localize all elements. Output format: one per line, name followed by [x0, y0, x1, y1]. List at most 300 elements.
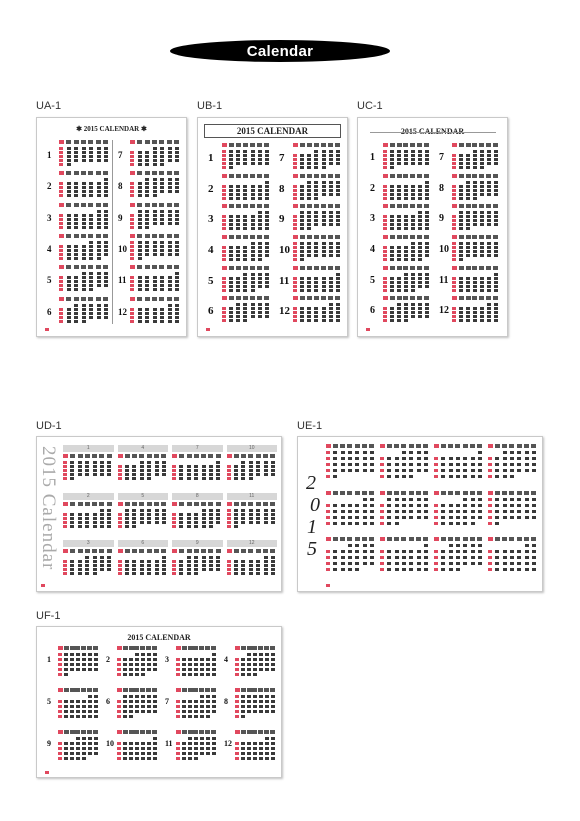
weekday-row [326, 537, 374, 541]
week-row [326, 562, 374, 565]
week-row [172, 477, 221, 480]
card-title: 2015 CALENDAR [204, 124, 341, 138]
weekday-row [172, 549, 221, 553]
month-block [172, 445, 223, 490]
weekday-row [58, 646, 98, 650]
month-block [208, 142, 271, 173]
week-row [227, 517, 276, 520]
week-row [293, 158, 340, 161]
week-row [452, 254, 498, 257]
week-row [176, 737, 216, 740]
calendar-card-ud1[interactable] [36, 436, 282, 592]
week-row [383, 246, 429, 249]
week-row [176, 742, 216, 745]
month-block [118, 493, 169, 538]
week-row [227, 525, 276, 528]
week-row [380, 504, 428, 507]
week-row [488, 544, 536, 547]
month-number: 11 [439, 274, 449, 286]
month-block [118, 233, 181, 264]
week-row [59, 316, 108, 319]
week-row [452, 250, 498, 253]
week-row [59, 182, 108, 185]
week-row [117, 668, 157, 671]
month-header-band: 10 [227, 445, 278, 452]
week-row [383, 311, 429, 314]
week-row [326, 522, 374, 525]
month-block [488, 490, 538, 535]
week-row [58, 705, 98, 708]
week-row [227, 465, 276, 468]
week-row [59, 253, 108, 256]
month-number: 10 [106, 739, 114, 748]
week-row [63, 521, 112, 524]
weekday-row [326, 491, 374, 495]
week-row [235, 653, 275, 656]
weekday-row [293, 266, 340, 270]
week-row [117, 700, 157, 703]
week-row [380, 522, 428, 525]
week-row [63, 509, 112, 512]
holiday-note [45, 327, 51, 332]
month-number: 8 [279, 182, 285, 195]
week-row [452, 273, 498, 276]
month-number: 4 [224, 655, 228, 664]
month-block [370, 295, 431, 326]
week-row [326, 550, 374, 553]
month-block [279, 142, 342, 173]
week-row [130, 276, 179, 279]
week-row [235, 757, 275, 760]
week-row [293, 211, 340, 214]
weekday-row [117, 730, 157, 734]
weekday-row [222, 296, 269, 300]
week-row [63, 517, 112, 520]
week-row [488, 463, 536, 466]
week-row [434, 498, 482, 501]
week-row [235, 747, 275, 750]
month-header-band: 1 [63, 445, 114, 452]
month-header-band: 3 [63, 540, 114, 547]
week-row [488, 475, 536, 478]
week-row [293, 285, 340, 288]
weekday-row [452, 204, 498, 208]
week-row [63, 473, 112, 476]
week-row [452, 197, 498, 200]
week-row [118, 461, 167, 464]
week-row [380, 556, 428, 559]
week-row [59, 249, 108, 252]
week-row [227, 461, 276, 464]
week-row [58, 710, 98, 713]
week-row [488, 498, 536, 501]
week-row [452, 303, 498, 306]
month-block [439, 295, 500, 326]
week-row [222, 246, 269, 249]
month-grid [47, 645, 277, 769]
calendar-card-ue1[interactable] [297, 436, 543, 592]
month-number: 10 [279, 243, 290, 256]
month-block [279, 234, 342, 265]
week-row [172, 568, 221, 571]
month-number: 11 [165, 739, 173, 748]
week-row [488, 562, 536, 565]
month-header-band: 8 [172, 493, 223, 500]
month-block [63, 493, 114, 538]
holiday-note [206, 327, 212, 332]
week-row [59, 272, 108, 275]
week-row [326, 498, 374, 501]
month-block [224, 687, 277, 727]
week-row [176, 747, 216, 750]
label-uf1: UF-1 [36, 610, 61, 622]
month-block [370, 265, 431, 296]
month-block [118, 139, 181, 170]
month-block [326, 443, 376, 488]
week-row [58, 668, 98, 671]
week-row [383, 154, 429, 157]
week-row [452, 189, 498, 192]
week-row [383, 181, 429, 184]
week-row [383, 211, 429, 214]
week-row [452, 277, 498, 280]
week-row [172, 473, 221, 476]
month-block [439, 142, 500, 173]
month-number: 5 [370, 274, 375, 286]
month-block [439, 173, 500, 204]
calendar-card-uf1[interactable] [36, 626, 282, 778]
week-row [59, 304, 108, 307]
week-row [172, 560, 221, 563]
week-row [452, 223, 498, 226]
week-row [222, 254, 269, 257]
label-ub1: UB-1 [197, 100, 223, 112]
month-block [208, 234, 271, 265]
week-row [222, 211, 269, 214]
weekday-row [235, 730, 275, 734]
week-row [383, 258, 429, 261]
month-block [165, 729, 218, 769]
week-row [452, 258, 498, 261]
week-row [176, 668, 216, 671]
week-row [222, 273, 269, 276]
weekday-row [58, 688, 98, 692]
month-number: 5 [47, 697, 51, 706]
week-row [130, 222, 179, 225]
week-row [222, 150, 269, 153]
weekday-row [383, 235, 429, 239]
week-row [222, 311, 269, 314]
week-row [59, 218, 108, 221]
week-row [452, 281, 498, 284]
week-row [58, 752, 98, 755]
month-header-band: 12 [227, 540, 278, 547]
week-row [452, 307, 498, 310]
week-row [383, 166, 429, 169]
week-row [58, 673, 98, 676]
week-row [130, 210, 179, 213]
week-row [326, 516, 374, 519]
week-row [293, 166, 340, 169]
week-row [130, 245, 179, 248]
week-row [59, 284, 108, 287]
week-row [117, 710, 157, 713]
calendar-card-ua1[interactable] [36, 117, 187, 337]
week-row [293, 185, 340, 188]
week-row [488, 556, 536, 559]
week-row [176, 715, 216, 718]
weekday-row [130, 171, 179, 175]
week-row [235, 742, 275, 745]
month-number: 9 [439, 213, 444, 225]
month-header-band: 4 [118, 445, 169, 452]
weekday-row [59, 203, 108, 207]
week-row [235, 663, 275, 666]
week-row [222, 289, 269, 292]
week-row [176, 663, 216, 666]
week-row [172, 564, 221, 567]
weekday-row [227, 549, 276, 553]
week-row [58, 700, 98, 703]
week-row [222, 189, 269, 192]
label-ud1: UD-1 [36, 420, 62, 432]
weekday-row [118, 549, 167, 553]
week-row [130, 214, 179, 217]
year-digit: 2 [306, 472, 316, 494]
week-row [59, 312, 108, 315]
week-row [452, 246, 498, 249]
week-row [293, 242, 340, 245]
label-uc1: UC-1 [357, 100, 383, 112]
week-row [488, 522, 536, 525]
week-row [130, 280, 179, 283]
week-row [452, 181, 498, 184]
month-number: 7 [118, 150, 123, 160]
weekday-row [434, 491, 482, 495]
week-row [59, 210, 108, 213]
month-number: 7 [165, 697, 169, 706]
week-row [63, 513, 112, 516]
month-number: 10 [118, 244, 127, 254]
week-row [118, 513, 167, 516]
week-row [59, 288, 108, 291]
month-block [380, 536, 430, 581]
week-row [326, 504, 374, 507]
month-block [439, 265, 500, 296]
week-row [222, 303, 269, 306]
week-row [117, 658, 157, 661]
month-block [208, 203, 271, 234]
week-row [118, 572, 167, 575]
month-block [227, 445, 278, 490]
week-row [326, 469, 374, 472]
month-block [118, 445, 169, 490]
week-row [227, 477, 276, 480]
week-row [434, 475, 482, 478]
week-row [118, 465, 167, 468]
month-grid [47, 139, 181, 327]
week-row [172, 461, 221, 464]
year-digit: 0 [310, 494, 320, 516]
month-block [434, 443, 484, 488]
week-row [380, 457, 428, 460]
week-row [63, 525, 112, 528]
weekday-row [176, 646, 216, 650]
week-row [58, 757, 98, 760]
weekday-row [130, 234, 179, 238]
week-row [293, 223, 340, 226]
week-row [172, 525, 221, 528]
weekday-row [488, 537, 536, 541]
week-row [383, 158, 429, 161]
weekday-row [222, 204, 269, 208]
weekday-row [130, 265, 179, 269]
month-number: 6 [47, 306, 52, 317]
week-row [222, 193, 269, 196]
week-row [130, 272, 179, 275]
month-number: 4 [370, 243, 375, 255]
week-row [130, 288, 179, 291]
week-row [222, 181, 269, 184]
week-row [222, 307, 269, 310]
week-row [172, 465, 221, 468]
month-block [165, 687, 218, 727]
weekday-row [383, 204, 429, 208]
weekday-row [130, 203, 179, 207]
week-row [434, 469, 482, 472]
week-row [488, 550, 536, 553]
week-row [380, 568, 428, 571]
month-number: 5 [208, 274, 214, 287]
week-row [383, 197, 429, 200]
week-row [222, 158, 269, 161]
week-row [130, 159, 179, 162]
calendar-heading-pill [170, 40, 390, 62]
week-row [59, 245, 108, 248]
week-row [383, 273, 429, 276]
week-row [380, 451, 428, 454]
week-row [452, 166, 498, 169]
weekday-row [380, 444, 428, 448]
week-row [222, 227, 269, 230]
week-row [452, 227, 498, 230]
week-row [222, 250, 269, 253]
week-row [383, 277, 429, 280]
month-block [370, 173, 431, 204]
week-row [293, 289, 340, 292]
week-row [118, 568, 167, 571]
week-row [293, 254, 340, 257]
week-row [452, 242, 498, 245]
month-block [118, 170, 181, 201]
week-row [293, 193, 340, 196]
week-row [488, 504, 536, 507]
week-row [452, 193, 498, 196]
week-row [326, 568, 374, 571]
month-block [63, 445, 114, 490]
week-row [293, 162, 340, 165]
week-row [63, 556, 112, 559]
week-row [117, 752, 157, 755]
week-row [58, 737, 98, 740]
week-row [117, 715, 157, 718]
week-row [222, 197, 269, 200]
calendar-card-ub1[interactable] [197, 117, 348, 337]
month-header-band: 6 [118, 540, 169, 547]
week-row [235, 668, 275, 671]
month-number: 6 [208, 305, 214, 318]
week-row [452, 311, 498, 314]
week-row [383, 289, 429, 292]
week-row [117, 742, 157, 745]
month-block [439, 203, 500, 234]
week-row [172, 469, 221, 472]
month-number: 3 [165, 655, 169, 664]
weekday-row [227, 502, 276, 506]
week-row [383, 254, 429, 257]
card-title: ✱ 2015 CALENDAR ✱ [76, 125, 147, 133]
week-row [227, 560, 276, 563]
month-block [370, 234, 431, 265]
week-row [130, 151, 179, 154]
weekday-row [227, 454, 276, 458]
week-row [488, 451, 536, 454]
week-row [58, 747, 98, 750]
week-row [293, 281, 340, 284]
week-row [176, 710, 216, 713]
week-row [227, 564, 276, 567]
week-row [118, 564, 167, 567]
weekday-row [293, 296, 340, 300]
week-row [222, 281, 269, 284]
month-block [106, 645, 159, 685]
week-row [130, 241, 179, 244]
week-row [172, 521, 221, 524]
month-header-band: 7 [172, 445, 223, 452]
month-block [47, 264, 110, 295]
month-number: 8 [118, 181, 123, 192]
calendar-card-uc1[interactable] [357, 117, 508, 337]
week-row [59, 214, 108, 217]
month-block [106, 729, 159, 769]
week-row [383, 227, 429, 230]
month-block [47, 296, 110, 327]
week-row [434, 457, 482, 460]
month-number: 12 [279, 305, 290, 318]
heading-text: Calendar [246, 42, 314, 60]
weekday-row [383, 174, 429, 178]
month-block [279, 173, 342, 204]
week-row [488, 457, 536, 460]
weekday-row [452, 235, 498, 239]
week-row [222, 277, 269, 280]
weekday-row [235, 688, 275, 692]
weekday-row [172, 454, 221, 458]
week-row [172, 517, 221, 520]
week-row [488, 510, 536, 513]
month-number: 1 [47, 655, 51, 664]
week-row [118, 469, 167, 472]
week-row [434, 516, 482, 519]
month-number: 9 [279, 213, 285, 226]
weekday-row [488, 491, 536, 495]
week-row [227, 473, 276, 476]
month-number: 2 [370, 182, 375, 194]
week-row [227, 469, 276, 472]
year-digit: 5 [307, 538, 317, 560]
weekday-row [117, 688, 157, 692]
week-row [326, 544, 374, 547]
